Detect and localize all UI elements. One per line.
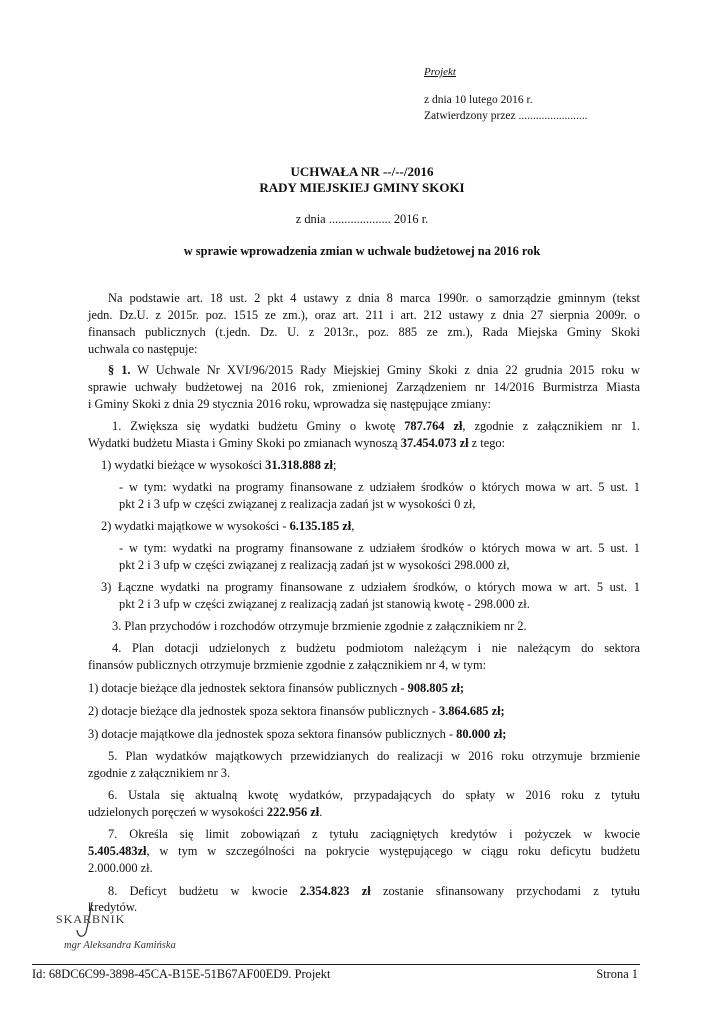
loan-limit-amount: 5.405.483zł — [88, 844, 147, 858]
program-expenses-line: 3) Łączne wydatki na programy finansowane z udziałem środków, o których mowa w art. 5 ust. 1 — [101, 580, 640, 594]
resolution-number: UCHWAŁA NR --/--/2016 — [290, 164, 434, 179]
treasurer-name: mgr Aleksandra Kamińska — [64, 940, 176, 951]
current-expenses-line: 1) wydatki bieżące w wysokości 31.318.888 zł; — [101, 458, 337, 472]
item-6-line: udzielonych poręczeń w wysokości 222.956 zł. — [88, 805, 323, 819]
council-name: RADY MIEJSKIEJ GMINY SKOKI — [259, 180, 465, 195]
draft-date: z dnia 10 lutego 2016 r. — [424, 94, 533, 106]
grant-amount-3: 80.000 zł; — [456, 727, 507, 741]
item-5-line: zgodnie z załącznikiem nr 3. — [88, 766, 231, 780]
footer-divider — [32, 964, 640, 965]
capital-expenses-detail: - w tym: wydatki na programy finansowane z udziałem środków o których mowa w art. 5 ust. 1 — [119, 541, 640, 555]
paragraph-1-line: § 1. W Uchwale Nr XVI/96/2015 Rady Miejskiej Gminy Skoki z dnia 22 grudnia 2015 roku w — [108, 363, 640, 377]
item-8-line: kredytów. — [88, 900, 138, 914]
grant-line-1: 1) dotacje bieżące dla jednostek sektora finansów publicznych - 908.805 zł; — [88, 681, 465, 695]
preamble-line: uchwala co następuje: — [88, 342, 198, 356]
preamble-line: jedn. Dz.U. z 2015r. poz. 1515 ze zm.), oraz art. 211 i art. 212 ustawy z dnia 27 sierpnia 2009r. o — [88, 308, 640, 322]
item-1-line: Wydatki budżetu Miasta i Gminy Skoki po zmianach wynoszą 37.454.073 zł z tego: — [88, 436, 506, 450]
expense-increase-amount: 787.764 zł — [404, 419, 463, 433]
item-5-line: 5. Plan wydatków majątkowych przewidzianych do realizacji w 2016 roku otrzymuje brzmienie — [108, 749, 640, 763]
resolution-subject: w sprawie wprowadzenia zmian w uchwale budżetowej na 2016 rok — [183, 244, 541, 258]
item-4-line: 4. Plan dotacji udzielonych z budżetu podmiotom należącym i nie należącym do sektora — [112, 641, 640, 655]
item-8-line: 8. Deficyt budżetu w kwocie 2.354.823 zł zostanie sfinansowany przychodami z tytułu — [108, 884, 640, 898]
total-expenses-amount: 37.454.073 zł — [400, 436, 469, 450]
grant-line-2: 2) dotacje bieżące dla jednostek spoza sektora finansów publicznych - 3.864.685 zł; — [88, 704, 505, 718]
program-expenses-line: pkt 2 i 3 ufp w części związanej z realizacją zadań jst stanowią kwotę - 298.000 zł. — [119, 597, 530, 611]
item-1-line: 1. Zwiększa się wydatki budżetu Gminy o kwotę 787.764 zł, zgodnie z załącznikiem nr 1. — [112, 419, 640, 433]
current-expenses-amount: 31.318.888 zł — [265, 458, 333, 472]
page-number: Strona 1 — [596, 967, 638, 981]
capital-expenses-line: 2) wydatki majątkowe w wysokości - 6.135.185 zł, — [101, 519, 355, 533]
paragraph-mark: § 1. — [108, 363, 131, 377]
current-expenses-detail: pkt 2 i 3 ufp w części związanej z realizacja zadań jst w wysokości 0 zł, — [119, 497, 476, 511]
approved-by: Zatwierdzony przez ........................ — [424, 110, 588, 122]
resolution-date: z dnia .................... 2016 r. — [295, 212, 429, 226]
projekt-label: Projekt — [424, 66, 456, 78]
capital-expenses-amount: 6.135.185 zł — [289, 519, 352, 533]
item-4-line: finansów publicznych otrzymuje brzmienie zgodnie z załącznikiem nr 4, w tym: — [88, 658, 487, 672]
preamble-line: finansach publicznych (t.jedn. Dz. U. z 2013r., poz. 885 ze zm.), Rada Miejska Gminy Skoki — [88, 325, 640, 339]
item-7-line: 7. Określa się limit zobowiązań z tytułu zaciągniętych kredytów i pożyczek w kwocie — [108, 827, 640, 841]
grant-amount-1: 908.805 zł; — [407, 681, 465, 695]
item-7-line: 5.405.483zł, w tym w szczególności na pokrycie występującego w ciągu roku deficytu budżetu — [88, 844, 640, 858]
grant-line-3: 3) dotacje majątkowe dla jednostek spoza sektora finansów publicznych - 80.000 zł; — [88, 727, 507, 741]
guarantee-amount: 222.956 zł — [266, 805, 320, 819]
item-7-line: 2.000.000 zł. — [88, 861, 153, 875]
handwritten-signature — [74, 900, 102, 940]
document-id: Id: 68DC6C99-3898-45CA-B15E-51B67AF00ED9. Projekt — [32, 967, 331, 981]
preamble-line: Na podstawie art. 18 ust. 2 pkt 4 ustawy z dnia 8 marca 1990r. o samorządzie gminnym (tekst — [108, 291, 640, 305]
paragraph-1-line: sprawie uchwały budżetowej na 2016 rok, zmienionej Zarządzeniem nr 14/2016 Burmistrza Miasta — [88, 380, 640, 394]
treasurer-stamp: SKARBNIK — [56, 912, 126, 926]
item-3-line: 3. Plan przychodów i rozchodów otrzymuje brzmienie zgodnie z załącznikiem nr 2. — [112, 619, 527, 633]
capital-expenses-detail: pkt 2 i 3 ufp w części związanej z realizacją zadań jst w wysokości 298.000 zł, — [119, 558, 510, 572]
grant-amount-2: 3.864.685 zł; — [438, 704, 505, 718]
item-6-line: 6. Ustala się aktualną kwotę wydatków, przypadających do spłaty w 2016 roku z tytułu — [108, 788, 640, 802]
deficit-amount: 2.354.823 zł — [299, 884, 371, 898]
paragraph-1-line: i Gminy Skoki z dnia 29 stycznia 2016 roku, wprowadza się następujące zmiany: — [88, 397, 491, 411]
current-expenses-detail: - w tym: wydatki na programy finansowane z udziałem środków o których mowa w art. 5 ust. 1 — [119, 480, 640, 494]
